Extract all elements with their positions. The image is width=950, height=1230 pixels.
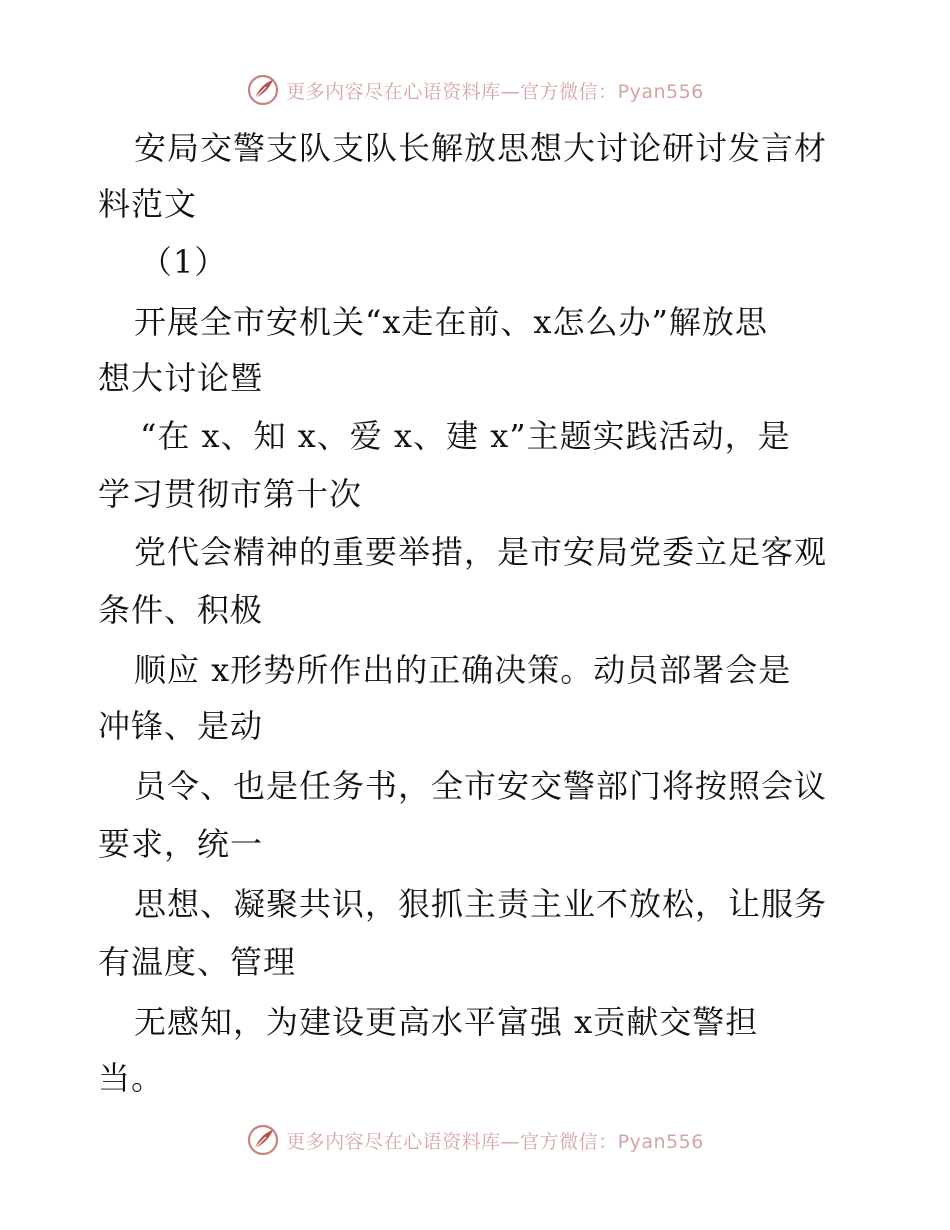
text-line: 要求，统一	[98, 825, 264, 863]
header-watermark-text: 更多内容尽在心语资料库—官方微信：Pyan556	[286, 80, 704, 103]
text-line: 学习贯彻市第十次	[98, 475, 363, 513]
text-line: 员令、也是任务书，全市安交警部门将按照会议	[134, 767, 828, 805]
text-line: “在 x、知 x、爱 x、建 x”主题实践活动，是	[140, 417, 791, 455]
text-line: 无感知，为建设更高水平富强 x贡献交警担	[134, 1003, 759, 1041]
text-line: 安局交警支队支队长解放思想大讨论研讨发言材	[134, 129, 828, 167]
footer-watermark	[0, 1120, 950, 1160]
text-line: 条件、积极	[98, 591, 264, 629]
text-line: 有温度、管理	[98, 943, 297, 981]
text-line: 开展全市安机关“x走在前、x怎么办”解放思	[134, 303, 768, 341]
text-line: 党代会精神的重要举措，是市安局党委立足客观	[134, 533, 828, 571]
footer-watermark-text: 更多内容尽在心语资料库—官方微信：Pyan556	[286, 1130, 704, 1153]
text-line: 想大讨论暨	[98, 359, 264, 397]
text-line: （1）	[140, 243, 228, 281]
text-line: 冲锋、是动	[98, 707, 264, 745]
feather-pen-logo-icon	[246, 1123, 280, 1157]
text-line: 思想、凝聚共识，狠抓主责主业不放松，让服务	[134, 885, 828, 923]
text-line: 顺应 x形势所作出的正确决策。动员部署会是	[134, 651, 792, 689]
text-line: 当。	[98, 1059, 165, 1097]
text-line: 料范文	[98, 185, 198, 223]
